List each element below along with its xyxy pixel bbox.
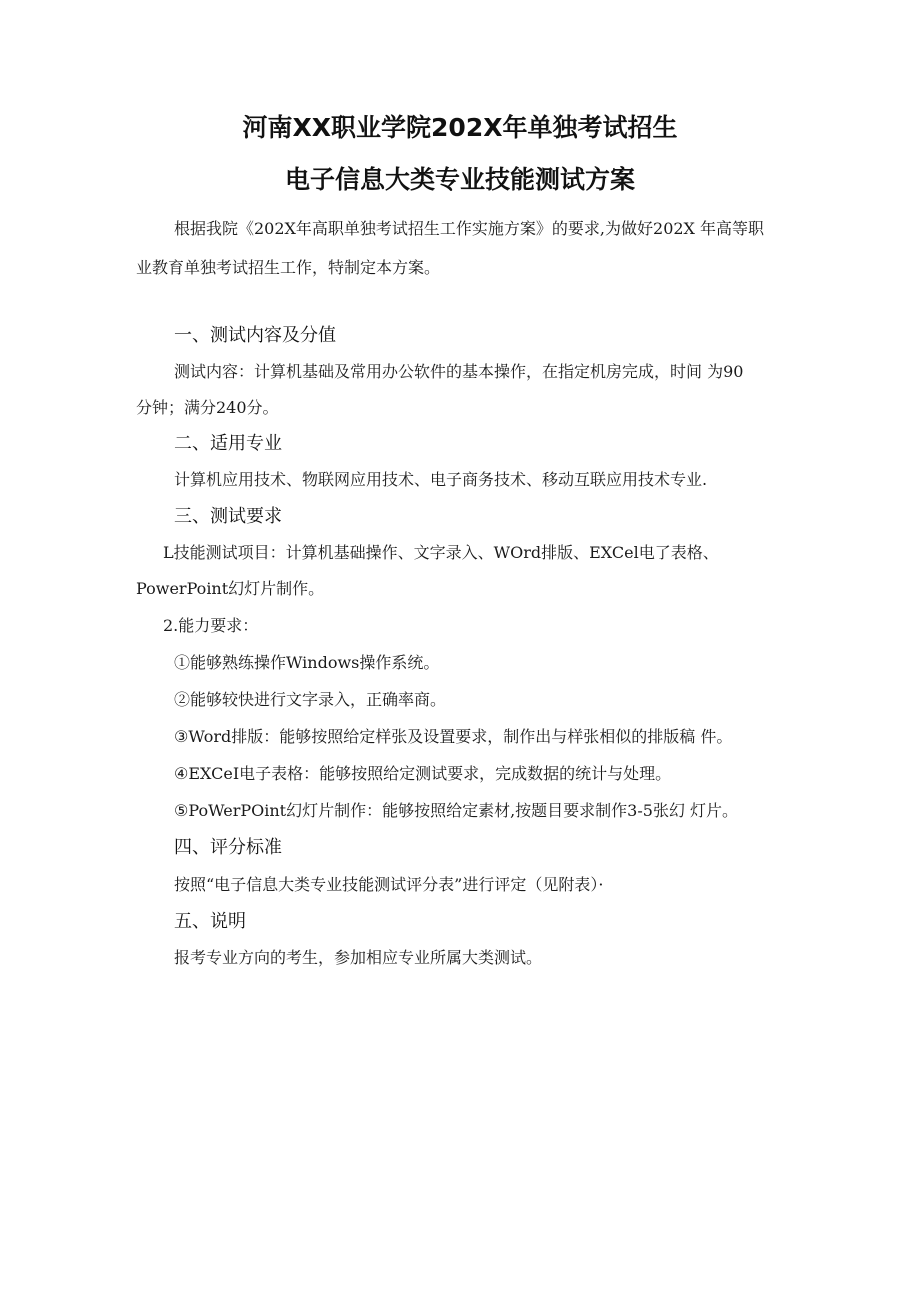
section-2-heading: 二、适用专业 xyxy=(174,433,282,454)
document-title-line-1: 河南XX职业学院202X年单独考试招生 xyxy=(242,113,678,142)
requirement-4: ④EXCeI电子表格：能够按照给定测试要求，完成数据的统计与处理。 xyxy=(174,764,672,783)
section-1-heading: 一、测试内容及分值 xyxy=(174,325,336,346)
requirement-1: ①能够熟练操作Windows操作系统。 xyxy=(174,653,440,672)
section-5-line-1: 报考专业方向的考生，参加相应专业所属大类测试。 xyxy=(174,948,543,967)
section-3-item-2: 2.能力要求： xyxy=(163,616,259,635)
intro-paragraph-line-2: 业教育单独考试招生工作，特制定本方案。 xyxy=(136,258,441,277)
section-4-heading: 四、评分标准 xyxy=(174,837,282,858)
section-3-item-1-line-2: PowerPoint幻灯片制作。 xyxy=(136,579,325,598)
requirement-2: ②能够较快进行文字录入，正确率商。 xyxy=(174,690,447,709)
intro-paragraph-line-1: 根据我院《202X年高职单独考试招生工作实施方案》的要求,为做好202X 年高等职 xyxy=(174,219,765,238)
section-1-line-1: 测试内容：计算机基础及常用办公软件的基本操作，在指定机房完成，时间 为90 xyxy=(174,362,744,381)
requirement-5: ⑤PoWerPOint幻灯片制作：能够按照给定素材,按题目要求制作3-5张幻 灯片。 xyxy=(174,801,739,820)
document-title-line-2: 电子信息大类专业技能测试方案 xyxy=(284,165,635,194)
section-4-line-1: 按照“电子信息大类专业技能测试评分表”进行评定（见附表）· xyxy=(174,875,604,894)
section-5-heading: 五、说明 xyxy=(174,911,246,932)
section-1-line-2: 分钟；满分240分。 xyxy=(136,398,279,417)
section-3-item-1-line-1: L技能测试项目：计算机基础操作、文字录入、WOrd排版、EXCel电了表格、 xyxy=(163,543,719,562)
section-2-line-1: 计算机应用技术、物联网应用技术、电子商务技术、移动互联应用技术专业. xyxy=(174,470,708,489)
requirement-3: ③Word排版：能够按照给定样张及设置要求，制作出与样张相似的排版稿 件。 xyxy=(174,727,733,746)
section-3-heading: 三、测试要求 xyxy=(174,506,282,527)
